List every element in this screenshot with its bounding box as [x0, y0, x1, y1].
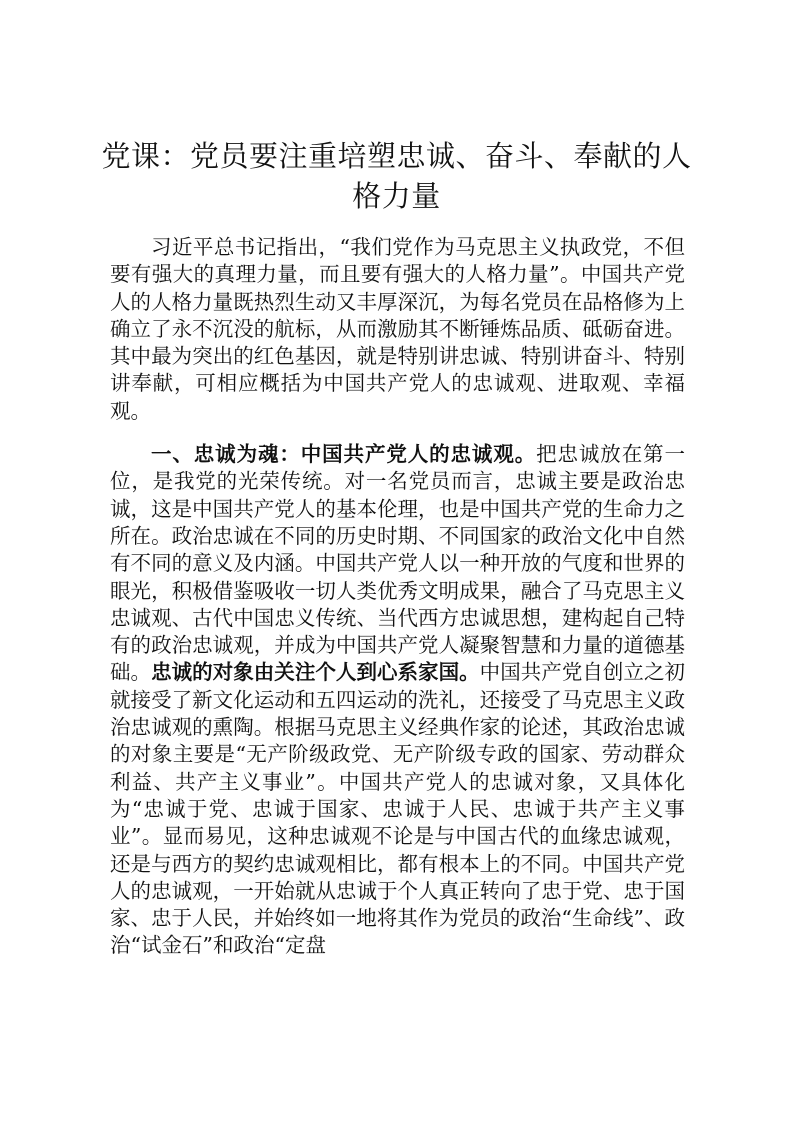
paragraph-section-one — [110, 441, 685, 960]
paragraph-text: 习近平总书记指出，“我们党作为马克思主义执政党，不但要有强大的真理力量，而且要有强大的人格力量”。中国共产党人的人格力量既热烈生动又丰厚深沉，为每名党员在品格修为上确立了永不沉没的航标，从而激励其不断锤炼品质、砥砺奋进。其中最为突出的红色基因，就是特别讲忠诚、特别讲奋斗、特别讲奉献，可相应概括为中国共产党人的忠诚观、进取观、幸福观。 — [110, 235, 685, 423]
document-title: 党课：党员要注重培塑忠诚、奋斗、奉献的人格力量 — [101, 139, 692, 213]
document-body — [110, 234, 685, 960]
subheading-inline: 忠诚的对象由关注个人到心系家国。 — [151, 660, 480, 685]
paragraph-text: 把忠诚放在第一位，是我党的光荣传统。对一名党员而言，忠诚主要是政治忠诚，这是中国共产党人的基本伦理，也是中国共产党的生命力之所在。政治忠诚在不同的历史时期、不同国家的政治文化中自然有不同的意义及内涵。中国共产党人以一种开放的气度和世界的眼光，积极借鉴吸收一切人类优秀文明成果，融合了马克思主义忠诚观、古代中国忠义传统、当代西方忠诚思想，建构起自己特有的政治忠诚观，并成为中国共产党人凝聚智慧和力量的道德基础。 — [110, 442, 685, 685]
paragraph-text: 中国共产党自创立之初就接受了新文化运动和五四运动的洗礼，还接受了马克思主义政治忠诚观的熏陶。根据马克思主义经典作家的论述，其政治忠诚的对象主要是“无产阶级政党、无产阶级专政的国家、劳动群众利益、共产主义事业”。中国共产党人的忠诚对象，又具体化为“忠诚于党、忠诚于国家、忠诚于人民、忠诚于共产主义事业”。显而易见，这种忠诚观不论是与中国古代的血缘忠诚观，还是与西方的契约忠诚观相比，都有根本上的不同。中国共产党人的忠诚观，一开始就从忠诚于个人真正转向了忠于党、忠于国家、忠于人民，并始终如一地将其作为党员的政治“生命线”、政治“试金石”和政治“定盘 — [110, 660, 686, 958]
paragraph-intro — [110, 234, 685, 425]
section-heading: 一、忠诚为魂：中国共产党人的忠诚观。 — [151, 442, 537, 467]
